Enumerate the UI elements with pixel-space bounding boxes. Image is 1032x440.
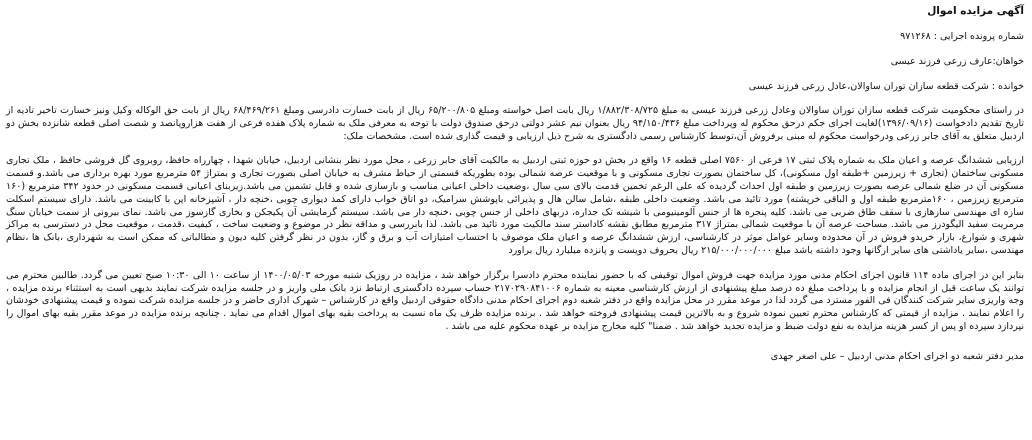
file-number: شماره پرونده اجرایی : ۹۷۱۲۶۸ bbox=[900, 31, 1024, 42]
signature-line: مدیر دفتر شعبه دو اجرای احکام مدنی اردبیل – علی اصغر جهدی bbox=[770, 350, 1024, 362]
property-appraisal-paragraph: ارزیابی ششدانگ عرصه و اعیان ملک به شماره پلاک ثبتی ۱۷ فرعی از ۷۵۶۰ اصلی قطعه ۱۶ واقع در بخش دو حوزه ثبتی اردبیل به مالکیت آقای جابر زرعی ، محل مورد نظر بنشانی اردبیل، خیابان شهدا ، چهارراه حافظ، روبروی گل فروشی حافظ ، ملک تجاری مسکونی ساختمان (تجاری + زیرزمین +طبقه اول مسکونی)، کل ساختمان بصورت تجاری مسکونی و با موقعیت عرصه شمالی بوده بطوریکه قسمتی از حیاط مشرف به خیابان اصلی بصورت تجاری و بمتراژ ۵۴ مترمربع مورد بهره برداری می باشد.و قسمت مسکونی آن در ضلع شمالی عرصه بصورت زیرزمین و طبقه اول احداث گردیده که علی الرغم تخمین قدمت بالای سی سال ،وضعیت داخلی اعیانی مناسب و بازسازی شده و قابل تشمین می باشد.زیربنای اعیانی قسمت مسکونی در حدود ۳۴۲ مترمربع (۱۶۰ مترمربع زیرزمین ، ۱۶۰مترمربع طبقه اول و الباقی خرپشته) مورد تائید می باشد. وضعیت داخلی طبقه ،شامل سالن هال و پذیرائی باپوشش سرامیک، دو اتاق خواب دارای کمد دیواری چوبی ،خنچه دار ، آشپزخانه اپن با کابینت می باشد. دارای سیستم اسکلت سازه ای مهندسی سازهازی با سقف طاق ضربی می باشد. کلیه پنجره ها از جنس آلومینیومی با شیشه تک جداره، دربهای داخلی از جنس چوبی ،خنچه دار می باشد. سیستم گرمایشی آن پکیجکن و بخاری گازسوز می باشد. نمای بیرونی از سمت خیابان سنگ مرمریت سفید الیگودرز می باشد. مساحت عرصه آن با موقعیت شمالی بمتراژ ۳۱۷ مترمربع مطابق نقشه کاداستر سند مالکیت مورد تائید می باشد. لذا بابررسی و مداقه نظر در موضوع و وضعیت ساخت ، کیفیت ،قدمت ، موقعیت محل در دسترسی به مراکز شهری و شوارع، بازار خریدو فروش در آن محدوده وسایر عوامل موثر در کارشناسی، ارزش ششدانگ عرصه و اعیان ملک موصوف با احتساب امتیازات آب و برق و گاز، بدون در نظر گرفتن کلیه دیون و مطالباتی که ممکن است به شهرداری ،بانک ها ،نظام مهندسی ،سایر یاداشتی های سایر ارگانها وجود داشته باشد مبلغ ۲۱۵/۰۰۰/۰۰۰/۰۰۰ ریال بحروف دویست و پانزده میلیارد ریال براورد bbox=[6, 155, 1024, 256]
debtor-line: خوانده : شرکت قطعه سازان توران ساوالان،عادل زرعی فرزند عیسی bbox=[748, 81, 1024, 92]
judgment-paragraph: در راستای محکومیت شرکت قطعه سازان توران ساوالان وعادل زرعی فرزند عیسی به مبلغ ۱/۸۸۲/۳۰۸/۷۲۵ ریال بابت اصل خواسته ومبلغ ۶۵/۲۰۰/۸۰۵ ریال از بابت خسارت دادرسی ومبلغ ۶۸/۴۶۹/۲۶۱ ریال از بابت حق الوکاله وکیل ونیز خسارت تاخیر تادیه از تاریخ تقدیم دادخواست (۱۳۹۶/۰۹/۱۶)لغایت اجرای حکم درحق محکوم له وپرداخت مبلغ ۹۴/۱۵۰/۴۳۶ ریال بعنوان نیم عشر دولتی درحق صندوق دولت با توجه به معرفی ملک به شماره پلاک هفده فرعی از هفت هزاروپانصد و شصت اصلی قطعه شانزده بخش دو اردبیل متعلق به آقای جابر زرعی ودرخواست محکوم له مبنی برفروش آن،توسط کارشناس رسمی دادگستری به شرح ذیل ارزیابی و قیمت گذاری شده است. مشخصات ملک: bbox=[6, 105, 1024, 142]
auction-terms-paragraph: بنابر این در اجرای ماده ۱۱۴ قانون اجرای احکام مدنی مورد مزایده جهت فروش اموال توقیفی که با حضور نماینده محترم دادسرا برگزار خواهد شد ، مزایده در روزیک شنبه مورخه ۱۴۰۰/۰۵/۰۳ از ساعت ۱۰ الی ۱۰:۳۰ صبح تعیین می گردد. طالبین محترم می توانند یک ساعت قبل از انجام مزایده و با پرداخت مبلغ ده درصد مبلغ پیشنهادی از ارزش کارشناسی معینه به شماره ۲۱۷۰۲۹۰۸۴۱۰۰۶ حساب سپرده دادگستری ارتباط نزد بانک ملی واریز و در جلسه مزایده شرکت نمایند بدیهی است به استثناء برنده مزایده ، وجه واریزی سایر شرکت کنندگان فی الفور مسترد می گردد لذا در موعد مقرر در محل مزایده واقع در دفتر شعبه دوم اجرای احکام مدنی دادگاه حقوقی اردبیل واقع در کارشناس – شهرک اداری حاضر و در جلسه مزایده شرکت نموده و قیمت پیشنهادی خودشان را اعلام نمایند . مزایده از قیمتی که کارشناس محترم تعیین نموده شروع و به بالاترین قیمت پیشنهادی فروخته خواهد شد . برنده مزایده ظرف یک ماه نسبت به پرداخت بقیه بهای اموال اقدام می نماید . چنانچه برنده مزایده در موعد مقرر بقیه بهای اموال را نپردازد سپرده او پس از کسر هزینه مزایده به نفع دولت ضبط و مزایده تجدید خواهد شد . ضمنا" کلیه مخارج مزایده بر عهده محکوم علیه می باشد . bbox=[6, 269, 1025, 332]
notice-title: آگهی مزایده اموال bbox=[927, 5, 1024, 17]
creditor-line: خواهان:عارف زرعی فرزند عیسی bbox=[890, 56, 1024, 67]
